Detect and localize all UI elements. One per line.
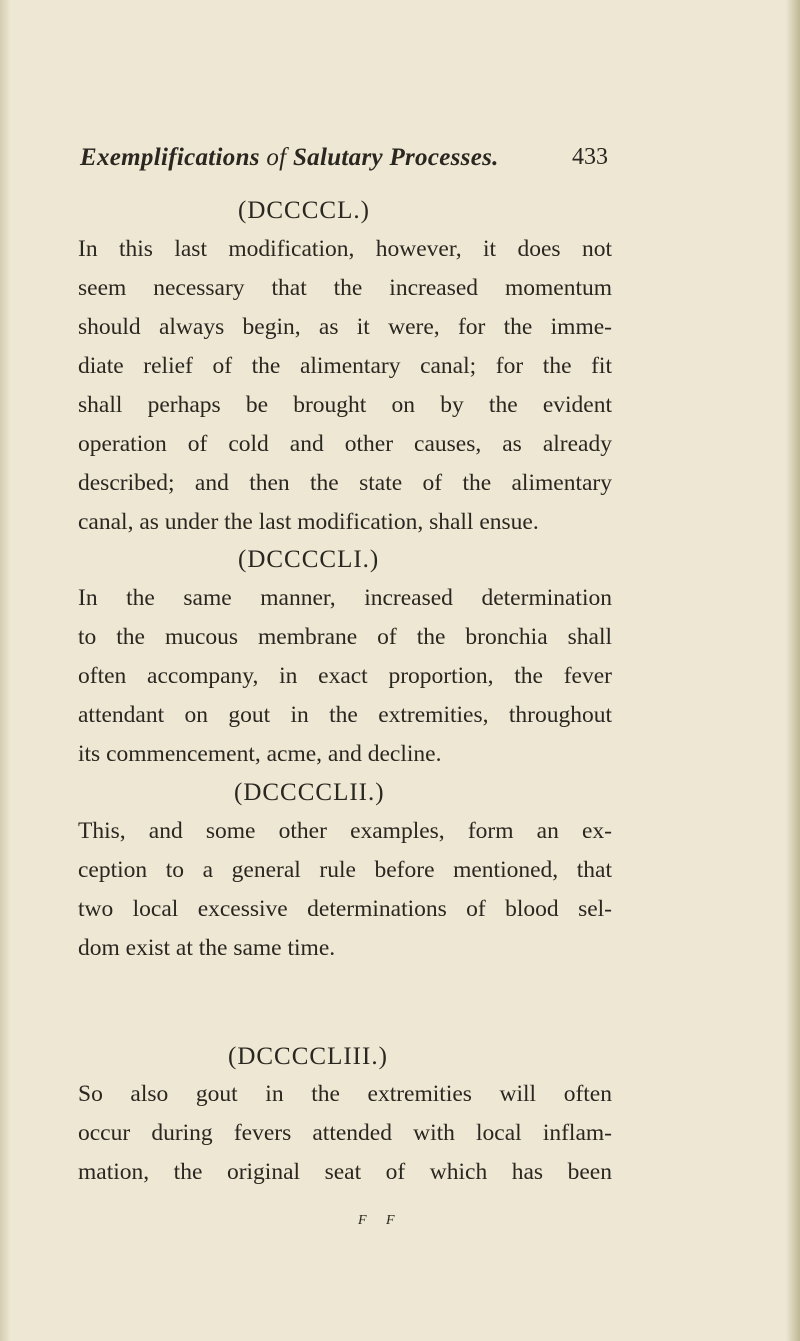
section-heading: (DCCCCLI.) <box>238 546 380 573</box>
text-line: should always begin, as it were, for the imme- <box>78 314 612 340</box>
text-line: shall perhaps be brought on by the evident <box>78 392 612 418</box>
section-paragraph <box>78 230 612 542</box>
text-line: operation of cold and other causes, as already <box>78 431 612 457</box>
running-head-title-mid: of <box>259 144 293 171</box>
page-right-edge <box>786 0 800 1341</box>
text-line: described; and then the state of the alimentary <box>78 470 612 496</box>
text-line: In the same manner, increased determination <box>78 585 612 611</box>
signature-mark: F F <box>358 1213 403 1228</box>
text-line: to the mucous membrane of the bronchia shall <box>78 624 612 650</box>
text-line: occur during fevers attended with local inflam- <box>78 1120 612 1146</box>
text-line: dom exist at the same time. <box>78 935 336 961</box>
running-head-title <box>80 144 499 171</box>
text-line: diate relief of the alimentary canal; for the fit <box>78 353 612 379</box>
text-line: two local excessive determinations of blood sel- <box>78 896 612 922</box>
text-line: ception to a general rule before mentioned, that <box>78 857 612 883</box>
running-head-title-lead: Exemplifications <box>80 144 260 171</box>
text-line: mation, the original seat of which has been <box>78 1159 612 1185</box>
section-heading: (DCCCCLIII.) <box>228 1043 388 1070</box>
section-paragraph <box>78 579 612 774</box>
page-left-edge <box>0 0 10 1341</box>
text-line: This, and some other examples, form an ex- <box>78 818 612 844</box>
page-number: 433 <box>572 144 608 170</box>
running-head-title-tail: Salutary Processes. <box>292 144 499 171</box>
text-line: often accompany, in exact proportion, the fever <box>78 663 612 689</box>
text-line: canal, as under the last modification, shall ensue. <box>78 509 539 535</box>
section-paragraph <box>78 1075 612 1192</box>
text-line: seem necessary that the increased momentum <box>78 275 612 301</box>
section-paragraph <box>78 812 612 968</box>
section-heading: (DCCCCL.) <box>238 197 370 224</box>
text-line: In this last modification, however, it does not <box>78 236 612 262</box>
text-line: its commencement, acme, and decline. <box>78 741 442 767</box>
section-heading: (DCCCCLII.) <box>234 779 385 806</box>
running-head <box>80 144 640 172</box>
text-line: So also gout in the extremities will often <box>78 1081 612 1107</box>
text-line: attendant on gout in the extremities, throughout <box>78 702 612 728</box>
